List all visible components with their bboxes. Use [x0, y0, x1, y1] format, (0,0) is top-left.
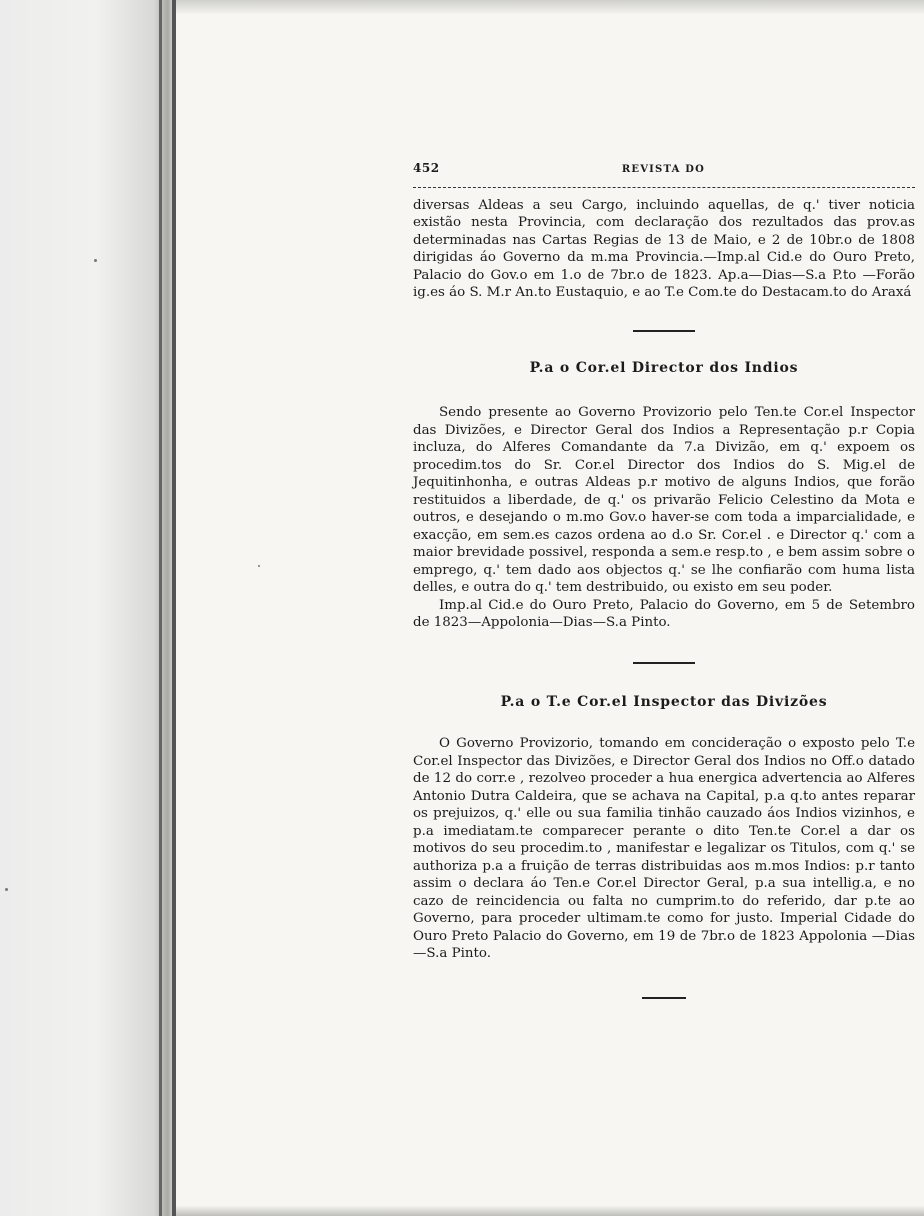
running-title: REVISTA DO: [621, 164, 705, 175]
spine-edge: [159, 0, 162, 1216]
scan-bottom-edge: [176, 1206, 924, 1216]
scan-speck: [258, 565, 260, 567]
header-rule: [413, 187, 915, 188]
running-header: [413, 160, 915, 179]
page-number: 452: [413, 161, 440, 175]
scan-top-edge: [176, 0, 924, 14]
continued-paragraph: diversas Aldeas a seu Cargo, incluindo aquellas, de q.' tiver noticia existão nesta Provincia, com declaração dos rezultados das prov.as determinadas nas Cartas Regias de 13 de Maio, e 2 de 10br.o de 1808 dirigidas áo Governo da m.ma Provincia.—Imp.al Cid.e do Ouro Preto, Palacio do Gov.o em 1.o de 7br.o de 1823. Ap.a—Dias—S.a P.to —Forão ig.es áo S. M.r An.to Eustaquio, e ao T.e Com.te do Destacam.to do Araxá: [413, 197, 915, 300]
scan-speck: [94, 259, 97, 262]
section-divider: [633, 330, 695, 332]
signature-paragraph: Imp.al Cid.e do Ouro Preto, Palacio do Governo, em 5 de Setembro de 1823—Appolonia—Dias—S.a Pinto.: [413, 597, 915, 630]
page-body: [413, 160, 915, 999]
section-title: P.a o T.e Cor.el Inspector das Divizões: [500, 693, 828, 710]
section-divider: [633, 662, 695, 664]
body-paragraph: Sendo presente ao Governo Provizorio pelo Ten.te Cor.el Inspector das Divizões, e Director Geral dos Indios a Representação p.r Copia incluza, do Alferes Comandante da 7.a Divizão, em q.' expoem os procedim.tos do Sr. Cor.el Director dos Indios do S. Mig.el de Jequitinhonha, e outras Aldeas p.r motivo de alguns Indios, que forão restituidos a liberdade, de q.' os privarão Felicio Celestino da Mota e outros, e desejando o m.mo Gov.o haver-se com toda a imparcialidade, e exacção, em sem.es cazos ordena ao d.o Sr. Cor.el . e Director q.' com a maior brevidade possivel, responda a sem.e resp.to , e bem assim sobre o emprego, q.' tem dado aos objectos q.' se lhe confiarão com huma lista delles, e outra do q.' tem destribuido, ou existo em seu poder.: [413, 405, 915, 595]
body-paragraph: O Governo Provizorio, tomando em concideração o exposto pelo T.e Cor.el Inspector das Divizões, e Director Geral dos Indios no Off.o datado de 12 do corr.e , rezolveo proceder a hua energica advertencia ao Alferes Antonio Dutra Caldeira, que se achava na Capital, p.a q.to antes reparar os prejuizos, q.' elle ou sua familia tinhão cauzado áos Indios vizinhos, e p.a imediatam.te comparecer perante o dito Ten.te Cor.el a dar os motivos do seu procedim.to , manifestar e legalizar os Titulos, com q.' se authoriza p.a a fruição de terras distribuidas aos m.mos Indios: p.r tanto assim o declara áo Ten.e Cor.el Director Geral, p.a sua intellig.a, e no cazo de reincidencia ou falta no cumprim.to do referido, dar p.te ao Governo, para proceder ultimam.te como for justo. Imperial Cidade do Ouro Preto Palacio do Governo, em 19 de 7br.o de 1823 Appolonia —Dias—S.a Pinto.: [413, 736, 915, 961]
scan-speck: [5, 888, 8, 891]
section-title: P.a o Cor.el Director dos Indios: [529, 359, 799, 376]
end-divider: [642, 997, 686, 999]
spine-edge: [172, 0, 176, 1216]
binding-gutter: [0, 0, 175, 1216]
